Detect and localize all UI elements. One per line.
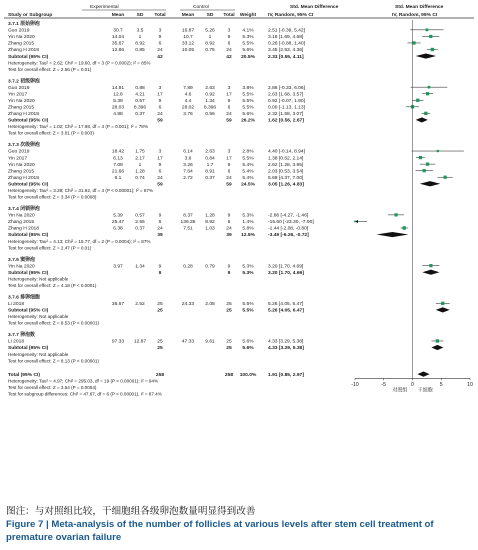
study-name: Yin Na 2020 — [8, 98, 35, 104]
cell-ci: 2.33 [0.55, 4.11] — [268, 54, 304, 60]
cell-c-sd: 9.61 — [205, 339, 215, 345]
study-name: Zhang 2015 — [8, 105, 35, 111]
caption-english-text: Meta-analysis of the number of follicles at various levels after stem cell treatment of premature ovarian failure — [6, 519, 434, 543]
cell-ci: 2.86 [-0.33, 6.06] — [268, 85, 305, 91]
cell-c-sd: 2.63 — [205, 85, 215, 91]
cell-c-total: 6 — [227, 169, 231, 175]
cell-c-sd: 0.37 — [205, 175, 215, 181]
cell-ci: 3.18 [1.69, 4.68] — [268, 35, 304, 41]
cell-e-mean: 12.86 — [111, 48, 125, 54]
study-name: Zhang H 2018 — [8, 112, 39, 118]
cell-weight: 5.5% — [242, 156, 254, 162]
cell-c-sd: 8.92 — [205, 220, 215, 226]
study-point — [424, 112, 427, 115]
cell-c-total: 9 — [227, 264, 231, 270]
cell-weight: 1.4% — [242, 220, 254, 226]
cell-e-total: 9 — [158, 213, 162, 219]
cell-e-total: 258 — [155, 372, 165, 378]
cell-c-total: 42 — [226, 54, 232, 60]
study-point — [419, 156, 422, 159]
cell-e-total: 25 — [157, 308, 163, 314]
cell-c-mean: 24.33 — [181, 302, 195, 308]
study-point — [437, 150, 439, 152]
cell-e-total: 9 — [158, 162, 162, 168]
cell-e-total: 24 — [157, 48, 163, 54]
subgroup-title: 3.7.2 初级卵泡 — [8, 79, 40, 85]
cell-e-sd: 3.5 — [136, 28, 144, 34]
study-name: Zhang 2015 — [8, 220, 35, 226]
overall-effect-test: Test for overall effect: Z = 3.34 (P = 0.0008) — [8, 194, 97, 200]
cell-c-mean: 33.12 — [181, 41, 195, 47]
cell-e-mean: 14.04 — [111, 35, 125, 41]
header-total: Total — [223, 13, 235, 18]
cell-c-total: 17 — [226, 156, 232, 162]
cell-ci: 0.00 [-1.13, 1.13] — [268, 105, 305, 111]
cell-c-sd: 5.26 — [205, 28, 215, 34]
cell-c-mean: 3.26 — [183, 162, 193, 168]
study-point — [416, 99, 419, 102]
heterogeneity: Heterogeneity: Tau² = 1.02; Chi² = 17.98, df = 4 (P = 0.001); I² = 78% — [8, 124, 148, 130]
cell-e-sd: 1 — [138, 35, 142, 41]
subgroup-title: 3.7.6 排卵细胞 — [8, 295, 40, 301]
cell-ci: 4.33 [3.29, 5.38] — [268, 346, 304, 352]
header-control: Control — [193, 5, 209, 10]
cell-e-sd: 8.396 — [133, 105, 147, 111]
cell-e-total: 59 — [157, 182, 163, 188]
cell-weight: 5.5% — [242, 98, 254, 104]
cell-e-mean: 3.97 — [113, 264, 123, 270]
cell-weight: 5.6% — [242, 112, 254, 118]
cell-weight: 5.3% — [242, 213, 254, 219]
header-sd: SD — [206, 13, 214, 18]
cell-e-sd: 4.21 — [135, 92, 145, 98]
cell-c-total: 24 — [226, 48, 232, 54]
subtotal-diamond — [431, 345, 443, 350]
cell-e-mean: 25.47 — [111, 220, 125, 226]
subtotal-name: Subtotal (95% CI) — [8, 54, 49, 60]
cell-e-sd: 1 — [138, 162, 142, 168]
cell-e-total: 17 — [157, 156, 163, 162]
cell-c-mean: 3.76 — [183, 112, 193, 118]
cell-c-total: 25 — [226, 302, 232, 308]
study-point — [423, 169, 426, 172]
cell-e-mean: 4.88 — [113, 112, 123, 118]
cell-c-total: 9 — [227, 213, 231, 219]
cell-e-sd: 0.74 — [135, 175, 145, 181]
cell-c-mean: 0.28 — [183, 264, 193, 270]
caption-note: 图注：与对照组比较，干细胞组各级卵泡数量明显得到改善 — [6, 506, 256, 517]
cell-c-sd: 1 — [208, 35, 212, 41]
cell-ci: 5.26 [4.05, 6.47] — [268, 302, 304, 308]
cell-e-mean: 7.09 — [113, 162, 123, 168]
overall-effect-test: Test for overall effect: Z = 8.53 (P < 0.00001) — [8, 320, 99, 326]
cell-e-mean: 30.7 — [113, 28, 123, 34]
header-study: Study or Subgroup — [8, 13, 53, 18]
cell-ci: 3.45 [2.53, 4.36] — [268, 48, 304, 54]
cell-c-total: 3 — [227, 85, 231, 91]
cell-e-mean: 18.42 — [111, 149, 125, 155]
cell-c-sd: 8.91 — [205, 169, 215, 175]
cell-c-total: 59 — [226, 118, 232, 124]
cell-e-mean: 36.67 — [111, 302, 125, 308]
header-experimental: Experimental — [90, 5, 119, 10]
heterogeneity: Heterogeneity: Tau² = 4.13; Chi² = 15.77, df = 2 (P = 0.0004); I² = 87% — [8, 238, 151, 244]
overall-effect-test: Test for overall effect: Z = 4.18 (P < 0.0001) — [8, 283, 97, 288]
header-effect-right: Std. Mean Difference — [395, 5, 444, 10]
cell-e-sd: 0.37 — [135, 226, 145, 232]
cell-e-total: 59 — [157, 118, 163, 124]
cell-e-total: 25 — [157, 302, 163, 308]
cell-weight: 24.5% — [241, 182, 255, 188]
cell-c-total: 6 — [227, 41, 231, 47]
cell-e-sd: 2.52 — [135, 302, 145, 308]
study-point — [426, 28, 429, 31]
cell-weight: 4.1% — [242, 28, 254, 34]
cell-c-total: 9 — [227, 98, 231, 104]
cell-weight: 100.0% — [239, 372, 257, 378]
cell-e-sd: 1.34 — [135, 264, 145, 270]
cell-e-total: 9 — [158, 264, 162, 270]
cell-weight: 5.8% — [242, 226, 254, 232]
cell-weight: 5.5% — [242, 302, 254, 308]
cell-ci: -3.49 [-6.26, -0.72] — [268, 233, 309, 239]
cell-ci: 5.68 [4.37, 7.00] — [268, 175, 304, 181]
cell-weight: 5.5% — [242, 308, 254, 314]
cell-e-mean: 21.66 — [111, 169, 125, 175]
cell-e-mean: 97.33 — [111, 339, 125, 345]
cell-ci: 4.40 [-0.14, 8.94] — [268, 149, 305, 155]
subtotal-diamond — [377, 232, 409, 237]
cell-c-total: 6 — [227, 220, 231, 226]
cell-e-sd: 1.28 — [135, 169, 145, 175]
study-point — [403, 226, 406, 229]
cell-weight: 20.5% — [241, 54, 255, 60]
cell-c-sd: 1.34 — [205, 98, 215, 104]
cell-c-total: 9 — [227, 270, 231, 276]
subtotal-name: Subtotal (95% CI) — [8, 233, 49, 239]
cell-e-sd: 8.92 — [135, 41, 145, 47]
cell-c-sd: 0.92 — [205, 92, 215, 98]
cell-c-mean: 7.51 — [183, 226, 193, 232]
heterogeneity: Heterogeneity: Not applicable — [8, 351, 69, 357]
cell-c-sd: 0.84 — [205, 156, 215, 162]
cell-weight: 5.3% — [242, 264, 254, 270]
study-point — [429, 264, 432, 267]
cell-e-total: 24 — [157, 112, 163, 118]
cell-ci: 2.32 [1.58, 3.07] — [268, 112, 304, 118]
cell-ci: 0.26 [-0.88, 1.40] — [268, 41, 305, 47]
subgroup-differences-test: Test for subgroup differences: Chi² = 47.67, df = 6 (P < 0.00001), I² = 87.4% — [8, 391, 162, 397]
subtotal-name: Subtotal (95% CI) — [8, 118, 49, 124]
cell-c-sd: 2.08 — [205, 302, 215, 308]
cell-c-sd: 1.03 — [205, 226, 215, 232]
subtotal-diamond — [420, 181, 441, 186]
subtotal-diamond — [416, 53, 436, 58]
cell-e-mean: 14.91 — [111, 85, 125, 91]
cell-e-sd: 2.55 — [135, 220, 145, 226]
cell-c-total: 25 — [226, 308, 232, 314]
cell-c-total: 9 — [227, 162, 231, 168]
study-name: Guo 2019 — [8, 149, 30, 155]
cell-weight: 5.6% — [242, 48, 254, 54]
header-mean: Mean — [181, 13, 195, 18]
cell-ci: 1.62 [0.56, 2.67] — [268, 118, 304, 124]
cell-e-total: 9 — [158, 35, 162, 41]
cell-c-sd: 1.7 — [206, 162, 214, 168]
cell-c-total: 6 — [227, 105, 231, 111]
cell-c-mean: 136.35 — [180, 220, 196, 226]
study-name: Yin 2017 — [8, 92, 28, 98]
cell-c-total: 9 — [227, 35, 231, 41]
overall-effect-test: Test for overall effect: Z = 2.47 (P = 0.01) — [8, 245, 92, 251]
total-name: Total (95% CI) — [8, 372, 40, 378]
subgroup-title: 3.7.7 卵泡数 — [8, 333, 35, 339]
cell-c-mean: 6.14 — [183, 149, 193, 155]
subtotal-name: Subtotal (95% CI) — [8, 270, 49, 276]
header-ci: IV, Random, 95% CI — [268, 13, 314, 18]
cell-e-sd: 0.57 — [135, 98, 145, 104]
cell-weight: 3.8% — [242, 85, 254, 91]
cell-c-total: 25 — [226, 339, 232, 345]
cell-c-mean: 7.64 — [183, 169, 193, 175]
cell-c-mean: 16.87 — [181, 28, 195, 34]
cell-weight: 5.3% — [242, 270, 254, 276]
cell-ci: 0.92 [-0.07, 1.90] — [268, 98, 305, 104]
cell-weight: 5.5% — [242, 105, 254, 111]
study-name: Guo 2019 — [8, 28, 30, 34]
cell-c-mean: 10.7 — [183, 35, 193, 41]
cell-e-mean: 28.03 — [111, 105, 125, 111]
cell-weight: 5.5% — [242, 92, 254, 98]
caption-figure-label: Figure 7 | — [6, 519, 49, 530]
cell-c-mean: 8.37 — [183, 213, 193, 219]
study-name: Zhang 2015 — [8, 41, 35, 47]
overall-effect-test: Test for overall effect: Z = 2.56 (P = 0.01) — [8, 66, 92, 72]
cell-e-total: 24 — [157, 226, 163, 232]
study-name: Yin Na 2020 — [8, 35, 35, 41]
cell-c-total: 39 — [226, 233, 232, 239]
subtotal-diamond — [422, 270, 439, 275]
cell-e-total: 24 — [157, 175, 163, 181]
cell-weight: 12.5% — [241, 233, 255, 239]
cell-ci: 5.26 [4.05, 6.47] — [268, 308, 304, 314]
cell-e-mean: 6.13 — [113, 156, 123, 162]
heterogeneity: Heterogeneity: Not applicable — [8, 314, 69, 320]
total-diamond — [417, 371, 429, 376]
cell-ci: 3.20 [1.70, 4.69] — [268, 270, 304, 276]
cell-weight: 5.3% — [242, 35, 254, 41]
subtotal-name: Subtotal (95% CI) — [8, 182, 49, 188]
cell-c-sd: 1.28 — [205, 213, 215, 219]
cell-c-sd: 0.79 — [205, 264, 215, 270]
x-tick-label: 0 — [411, 381, 414, 388]
cell-e-total: 6 — [158, 41, 162, 47]
study-name: Yin 2017 — [8, 156, 28, 162]
cell-e-sd: 1.75 — [135, 149, 145, 155]
cell-e-total: 39 — [157, 233, 163, 239]
cell-c-mean: 47.33 — [181, 339, 195, 345]
cell-e-total: 25 — [157, 346, 163, 352]
heterogeneity: Heterogeneity: Tau² = 3.28; Chi² = 31.92, df = 4 (P < 0.00001); I² = 87% — [8, 188, 154, 194]
subtotal-diamond — [416, 117, 428, 122]
cell-c-total: 3 — [227, 149, 231, 155]
cell-c-sd: 2.63 — [205, 149, 215, 155]
cell-ci: 3.05 [1.26, 4.83] — [268, 182, 304, 188]
cell-c-total: 17 — [226, 92, 232, 98]
x-tick-label: -10 — [351, 381, 359, 388]
cell-e-total: 3 — [158, 28, 162, 34]
axis-right-label: 干细胞 — [417, 387, 433, 394]
cell-weight: 5.5% — [242, 41, 254, 47]
study-point — [394, 213, 397, 216]
study-point — [444, 176, 447, 179]
cell-ci: 2.03 [0.53, 3.54] — [268, 169, 304, 175]
cell-e-total: 6 — [158, 169, 162, 175]
heterogeneity: Heterogeneity: Tau² = 2.62; Chi² = 19.60, df = 3 (P = 0.0002); I² = 85% — [8, 60, 151, 66]
overall-effect-test: Test for overall effect: Z = 3.01 (P = 0.003) — [8, 130, 94, 136]
study-point — [441, 302, 444, 305]
study-point — [436, 339, 439, 342]
study-point — [428, 86, 431, 89]
study-name: Zhang H 2018 — [8, 226, 39, 232]
cell-c-mean: 28.02 — [181, 105, 195, 111]
heterogeneity: Heterogeneity: Not applicable — [8, 276, 69, 282]
header-effect-left: Std. Mean Difference — [290, 5, 339, 10]
subgroup-title: 3.7.5 窦卵泡 — [8, 257, 35, 263]
study-point — [426, 162, 429, 165]
cell-e-sd: 0.57 — [135, 213, 145, 219]
cell-e-total: 3 — [158, 85, 162, 91]
cell-c-total: 59 — [226, 182, 232, 188]
cell-c-mean: 10.05 — [181, 48, 195, 54]
cell-e-mean: 12.8 — [113, 92, 123, 98]
header-mean: Mean — [111, 13, 125, 18]
cell-c-sd: 0.75 — [205, 48, 215, 54]
cell-ci: -2.86 [-4.27, -1.46] — [268, 213, 309, 219]
header-sd: SD — [136, 13, 144, 18]
study-point — [412, 41, 415, 44]
study-point — [354, 221, 356, 223]
cell-c-sd: 8.396 — [203, 105, 217, 111]
cell-ci: -15.60 [-23.30, -7.90] — [268, 220, 314, 226]
cell-c-total: 24 — [226, 175, 232, 181]
subgroup-title: 3.7.4 闭锁卵泡 — [8, 207, 40, 213]
study-name: Zhang H 2018 — [8, 175, 39, 181]
x-tick-label: -5 — [381, 381, 387, 388]
cell-e-mean: 35.67 — [111, 41, 125, 47]
cell-weight: 5.4% — [242, 175, 254, 181]
cell-weight: 26.2% — [241, 118, 255, 124]
cell-e-total: 9 — [158, 98, 162, 104]
cell-c-sd: 0.56 — [205, 112, 215, 118]
study-name: Yin Na 2020 — [8, 264, 35, 270]
cell-e-mean: 5.39 — [113, 98, 123, 104]
cell-e-sd: 12.87 — [133, 339, 147, 345]
cell-ci: 2.63 [1.68, 3.57] — [268, 92, 304, 98]
study-name: Yin Na 2020 — [8, 162, 35, 168]
study-name: Guo 2019 — [8, 85, 30, 91]
cell-e-mean: 5.39 — [113, 213, 123, 219]
cell-ci: 2.62 [1.28, 3.95] — [268, 162, 304, 168]
study-name: Li 2018 — [8, 302, 25, 308]
study-point — [426, 92, 429, 95]
cell-c-mean: 7.89 — [183, 85, 193, 91]
header-weight: Weight — [239, 13, 257, 18]
study-point — [429, 35, 432, 38]
cell-e-mean: 6.1 — [114, 175, 122, 181]
cell-c-sd: 8.92 — [205, 41, 215, 47]
subgroup-title: 3.7.1 原始卵泡 — [8, 22, 40, 27]
cell-e-total: 9 — [158, 270, 162, 276]
study-name: Zhang H 2018 — [8, 48, 39, 54]
cell-c-total: 25 — [226, 346, 232, 352]
cell-ci: 1.91 [0.85, 2.97] — [268, 372, 304, 378]
cell-c-mean: 4.4 — [184, 98, 192, 104]
subgroup-title: 3.7.3 次级卵泡 — [8, 143, 40, 149]
cell-weight: 5.6% — [242, 346, 254, 352]
study-name: Zhang 2015 — [8, 169, 35, 175]
cell-e-total: 6 — [158, 220, 162, 226]
cell-c-mean: 2.72 — [183, 175, 193, 181]
x-tick-label: 5 — [439, 381, 443, 388]
cell-e-sd: 0.88 — [135, 85, 145, 91]
caption-english — [6, 518, 472, 544]
cell-e-mean: 6.38 — [113, 226, 123, 232]
subtotal-name: Subtotal (95% CI) — [8, 346, 49, 352]
total-heterogeneity: Heterogeneity: Tau² = 4.97; Chi² = 295.03, df = 19 (P < 0.00001); I² = 94% — [8, 378, 159, 384]
cell-e-total: 25 — [157, 339, 163, 345]
study-name: Li 2018 — [8, 339, 25, 345]
subtotal-name: Subtotal (95% CI) — [8, 308, 49, 314]
cell-c-mean: 3.6 — [184, 156, 192, 162]
subtotal-diamond — [436, 307, 450, 312]
cell-c-total: 3 — [227, 28, 231, 34]
cell-ci: 2.51 [-0.39, 5.42] — [268, 28, 305, 34]
axis-left-label: 对照组 — [392, 387, 408, 394]
cell-c-total: 24 — [226, 112, 232, 118]
cell-c-total: 258 — [224, 372, 234, 378]
total-effect-test: Test for overall effect: Z = 3.54 (P = 0.0004) — [8, 384, 97, 390]
study-name: Yin Na 2020 — [8, 213, 35, 219]
cell-weight: 5.6% — [242, 339, 254, 345]
cell-c-total: 24 — [226, 226, 232, 232]
cell-weight: 2.8% — [242, 149, 254, 155]
cell-ci: 3.20 [1.70, 4.69] — [268, 264, 304, 270]
cell-e-sd: 0.37 — [135, 112, 145, 118]
cell-e-total: 17 — [157, 92, 163, 98]
study-point — [431, 48, 434, 51]
cell-e-sd: 2.17 — [135, 156, 145, 162]
cell-e-total: 42 — [157, 54, 163, 60]
cell-weight: 5.4% — [242, 169, 254, 175]
cell-e-sd: 0.85 — [135, 48, 145, 54]
cell-c-mean: 4.6 — [184, 92, 192, 98]
header-total: Total — [154, 13, 166, 18]
cell-e-total: 6 — [158, 105, 162, 111]
x-tick-label: 10 — [467, 381, 473, 388]
cell-e-total: 3 — [158, 149, 162, 155]
cell-ci: 4.33 [3.29, 5.38] — [268, 339, 304, 345]
cell-weight: 5.4% — [242, 162, 254, 168]
overall-effect-test: Test for overall effect: Z = 8.13 (P < 0.00001) — [8, 358, 99, 364]
header-plot-method: IV, Random, 95% CI — [392, 13, 438, 18]
cell-ci: -1.44 [-2.08, -0.80] — [268, 226, 309, 232]
cell-ci: 1.38 [0.62, 2.14] — [268, 156, 304, 162]
